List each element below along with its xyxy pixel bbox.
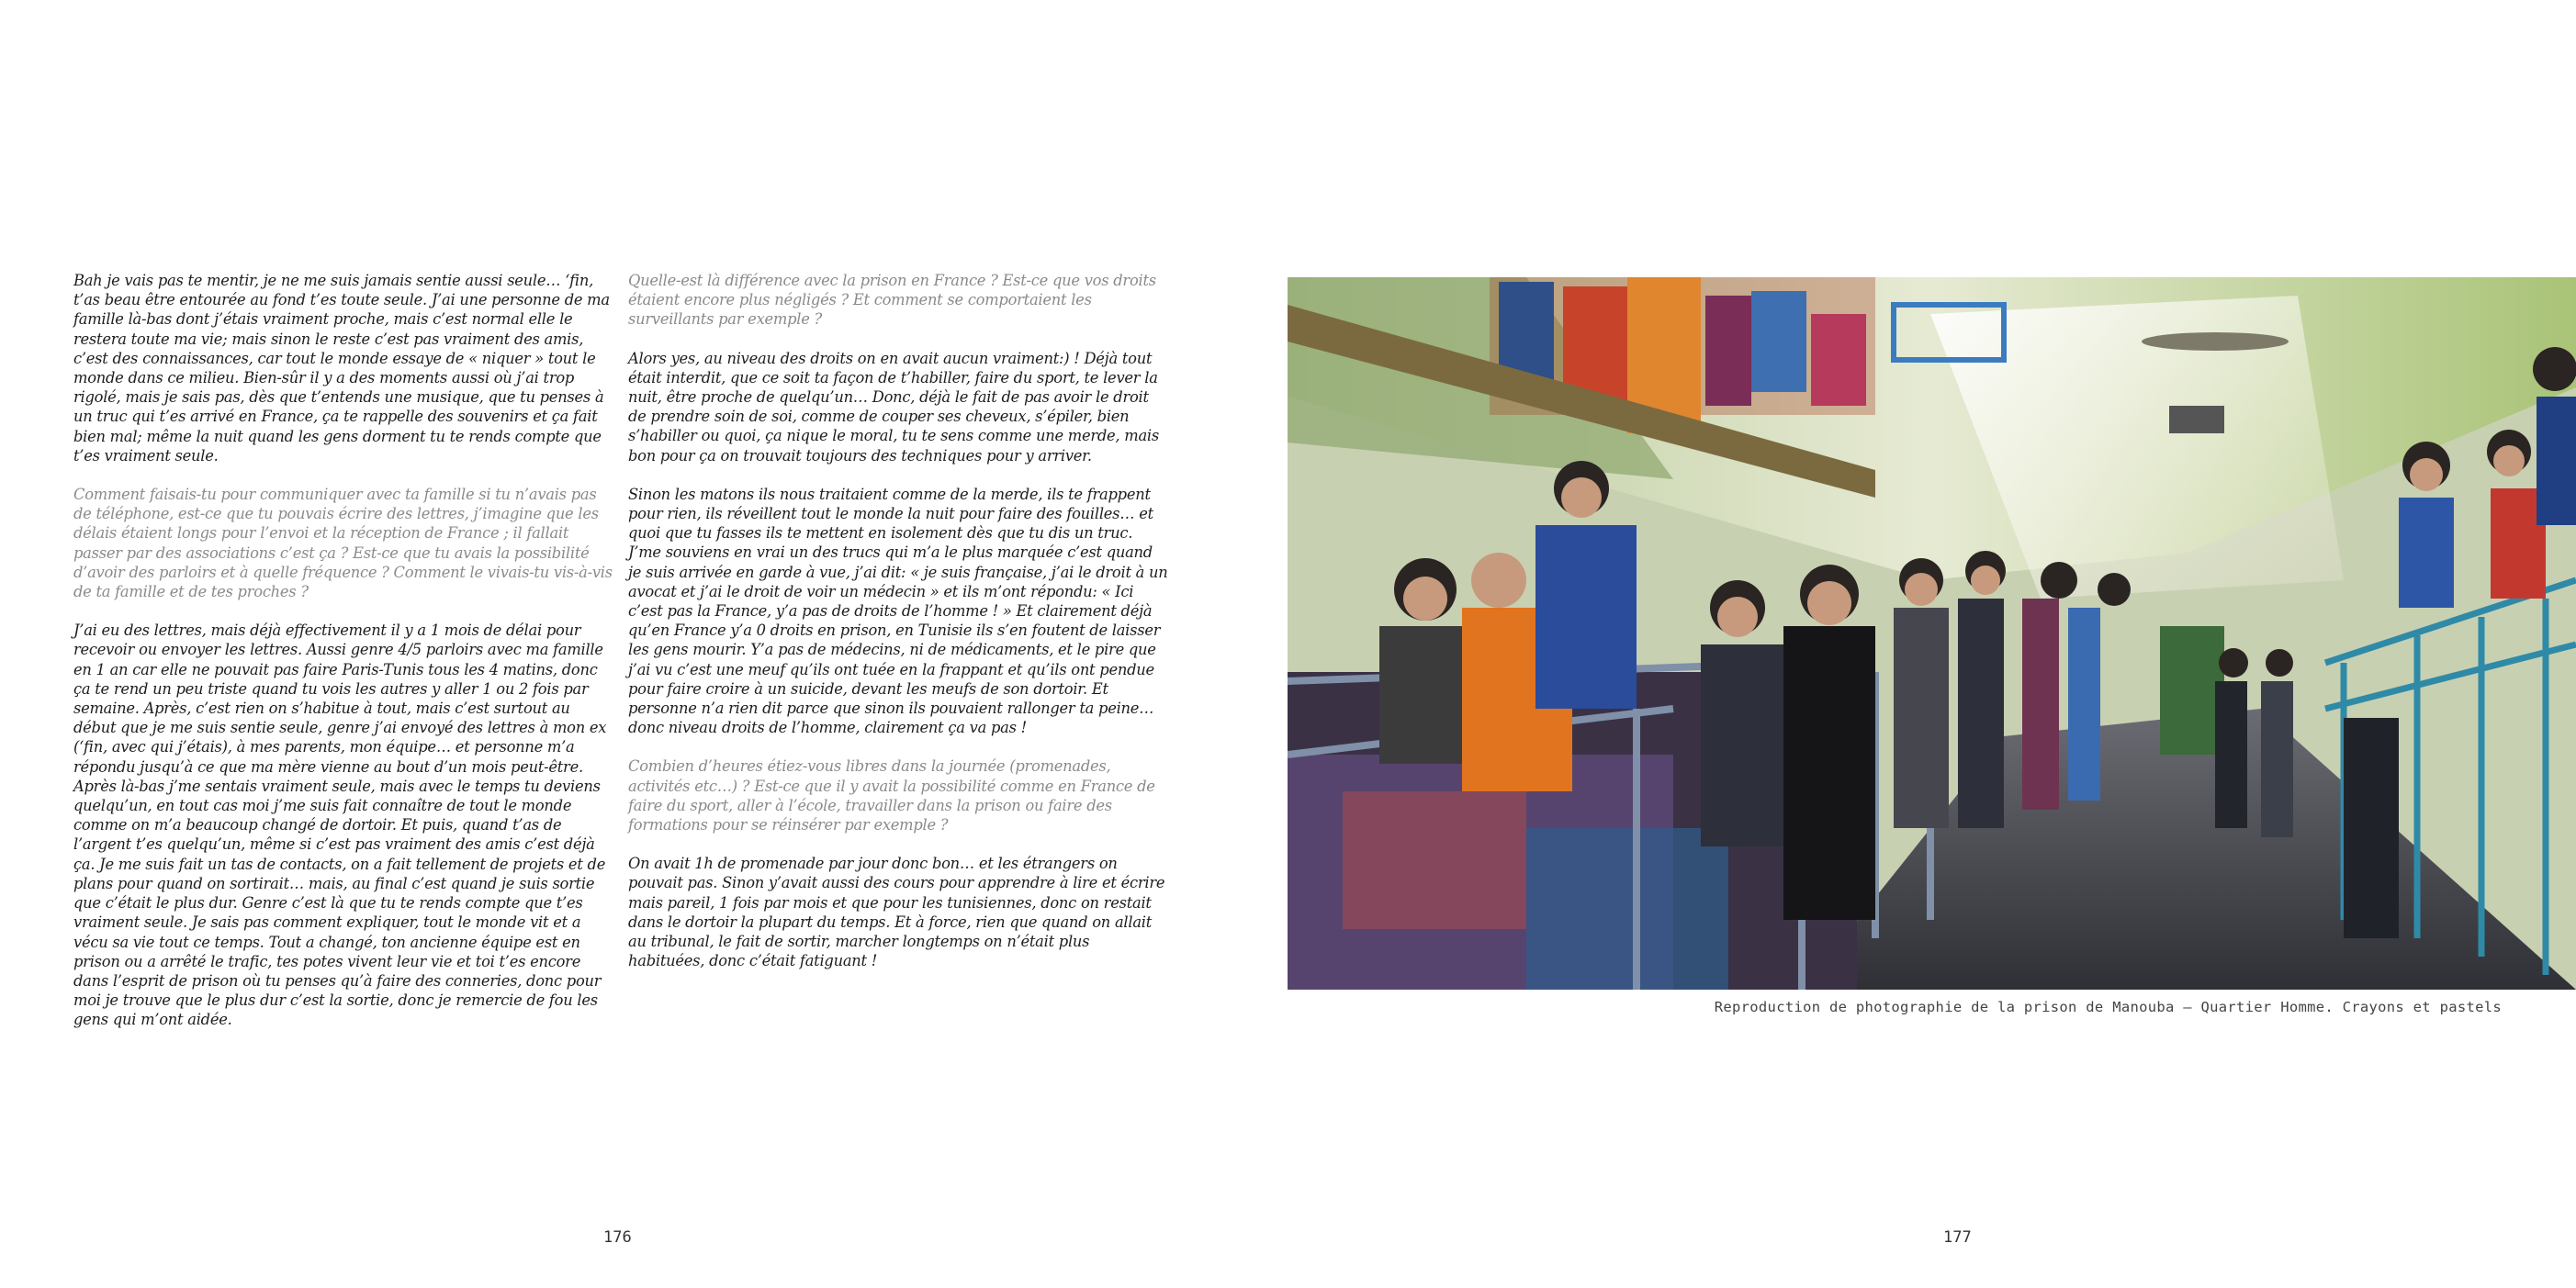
illustration-caption: Reproduction de photographie de la prison de Manouba — Quartier Homme. Crayons et pastels: [1714, 999, 2502, 1015]
answer-paragraph: J’ai eu des lettres, mais déjà effectivement il y a 1 mois de délai pour recevoir ou envoyer les lettres. Aussi genre 4/5 parloirs avec ma famille en 1 an car elle ne pouvait pas faire Paris-Tunis tous les 4 matins, donc ça te rend un peu triste quand tu vois les autres y aller 1 ou 2 fois par semaine. Après, c’est rien on s’habitue à tout, mais c’est surtout au début que je me suis sentie seule, genre j’ai envoyé des lettres à mon ex (‘fin, avec qui j’étais), à mes parents, mon équipe… et personne m’a répondu jusqu’à ce que ma mère vienne au bout d’un mois peut-être.: [73, 622, 607, 776]
right-page: [1288, 0, 2576, 1288]
answer-paragraph: Après là-bas j’me sentais vraiment seule, mais avec le temps tu deviens quelqu’un, en tout cas moi j’me suis fait connaître de tout le monde comme on m’a beaucoup changé de dortoir. Et puis, quand t’as de l’argent t’es quelqu’un, même si c’est pas vraiment des amis c’est déjà ça. Je me suis fait un tas de contacts, on a fait tellement de projets et de plans pour quand on sortirait… mais, au final c’est quand je suis sortie que c’était le plus dur. Genre c’est là que tu te rends compte que t’es vraiment seule. Je sais pas comment expliquer, tout le monde vit et a vécu sa vie tout ce temps. Tout a changé, ton ancienne équipe est en prison ou a arrêté le trafic, tes potes vivent leur vie et toi t’es encore dans l’esprit de prison où tu penses qu’à faire des conneries, donc pour moi je trouve que le plus dur c’est la sortie, donc je remercie de fou les gens qui m’ont aidée.: [73, 777, 606, 1029]
answer-paragraph: On avait 1h de promenade par jour donc bon… et les étrangers on pouvait pas. Sinon y’avait aussi des cours pour apprendre à lire et écrire mais pareil, 1 fois par mois et que pour les tunisiennes, donc on restait dans le dortoir la plupart du temps. Et à force, rien que quand on allait au tribunal, le fait de sortir, marcher longtemps on n’était plus habituées, donc c’était fatiguant !: [628, 855, 1165, 970]
answer-paragraph: Alors yes, au niveau des droits on en avait aucun vraiment:) ! Déjà tout était interdit, que ce soit ta façon de t’habiller, faire du sport, te lever la nuit, être proche de quelqu’un… Donc, déjà le fait de pas avoir le droit de prendre soin de soi, comme de couper ses cheveux, s’épiler, bien s’habiller ou quoi, ça nique le moral, tu te sens comme une merde, mais bon pour ça on trouvait toujours des techniques pour y arriver.: [628, 349, 1159, 465]
question-paragraph: Combien d’heures étiez-vous libres dans la journée (promenades, activités etc…) ? Est-ce que il y avait la possibilité comme en France de faire du sport, aller à l’école, travailler dans la prison ou faire des formations pour se réinsérer par exemple ?: [628, 757, 1155, 834]
answer-paragraph: Bah je vais pas te mentir, je ne me suis jamais sentie aussi seule… ‘fin, t’as beau être entourée au fond t’es toute seule. J’ai une personne de ma famille là-bas dont j’étais vraiment proche, mais c’est normal elle le restera toute ma vie; mais sinon le reste c’est pas vraiment des amis, c’est des connaissances, car tout le monde essaye de « niquer » tout le monde dans ce milieu. Bien-sûr il y a des moments aussi où j’ai trop rigolé, mais je sais pas, dès que t’entends une musique, que tu penses à un truc qui t’es arrivé en France, ça te rappelle des souvenirs et ça fait bien mal; même la nuit quand les gens dorment tu te rends compte que t’es vraiment seule.: [73, 272, 610, 465]
text-column-left: [73, 271, 613, 1049]
page-number-right: 177: [1943, 1228, 1972, 1247]
page-number-left: 176: [603, 1228, 632, 1247]
text-column-middle: [628, 271, 1168, 991]
question-paragraph: Quelle-est là différence avec la prison en France ? Est-ce que vos droits étaient encore plus négligés ? Et comment se comportaient les surveillants par exemple ?: [628, 272, 1156, 329]
question-paragraph: Comment faisais-tu pour communiquer avec ta famille si tu n’avais pas de téléphone, est-ce que tu pouvais écrire des lettres, j’imagine que les délais étaient longs pour l’envoi et la réception de France ; il fallait passer par des associations c’est ça ? Est-ce que tu avais la possibilité d’avoir des parloirs et à quelle fréquence ? Comment le vivais-tu vis-à-vis de ta famille et de tes proches ?: [73, 486, 613, 601]
answer-paragraph: Sinon les matons ils nous traitaient comme de la merde, ils te frappent pour rien, ils réveillent tout le monde la nuit pour faire des fouilles… et quoi que tu fasses ils te mettent en isolement dès que tu dis un truc. J’me souviens en vrai un des trucs qui m’a le plus marquée c’est quand je suis arrivée en garde à vue, j’ai dit: « je suis française, j’ai le droit à un avocat et j’ai le droit de voir un médecin » et ils m’ont répondu: « Ici c’est pas la France, y’a pas de droits de l’homme ! » Et clairement déjà qu’en France y’a 0 droits en prison, en Tunisie ils s’en foutent de laisser les gens mourir. Y’a pas de médecins, ni de médicaments, et le pire que j’ai vu c’est une meuf qu’ils ont tuée en la frappant et qu’ils ont pendue pour faire croire à un suicide, devant les meufs de son dortoir. Et personne n’a rien dit parce que sinon ils pouvaient rallonger ta peine… donc niveau droits de l’homme, clairement ça va pas !: [628, 485, 1168, 737]
